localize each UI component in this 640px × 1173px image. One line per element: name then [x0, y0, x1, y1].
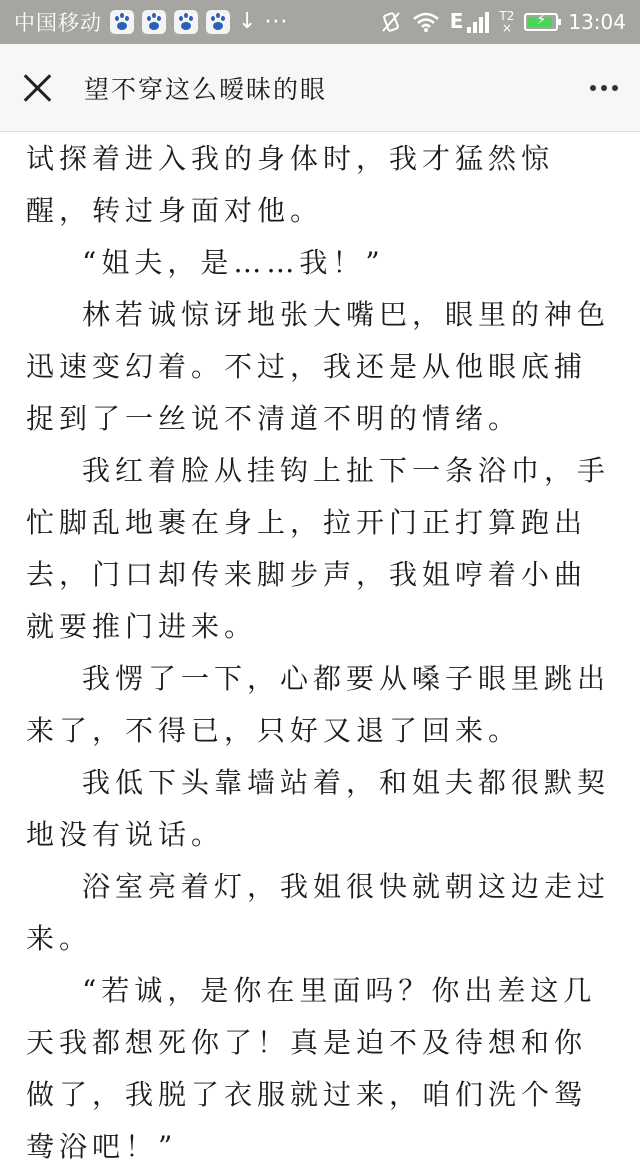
article-paragraph: 试探着进入我的身体时，我才猛然惊醒，转过身面对他。 — [26, 142, 555, 227]
status-bar — [0, 0, 640, 44]
article-content[interactable] — [0, 133, 640, 1163]
more-notifications-icon: ··· — [264, 9, 289, 35]
baidu-paw-icon — [206, 10, 230, 34]
carrier-label: 中国移动 — [14, 11, 102, 35]
more-dot-icon — [590, 85, 596, 91]
vibrate-icon — [380, 11, 402, 33]
article-paragraph: 浴室亮着灯，我姐很快就朝这边走过来。 — [26, 870, 611, 955]
more-options-button[interactable] — [590, 77, 618, 99]
status-left — [14, 7, 380, 37]
article-paragraph: 我红着脸从挂钩上扯下一条浴巾，手忙脚乱地裹在身上，拉开门正打算跑出去，门口却传来脚步声，我姐哼着小曲就要推门进来。 — [26, 454, 611, 643]
wifi-icon — [412, 11, 440, 33]
page-title: 望不穿这么暧昧的眼 — [84, 74, 328, 104]
status-right — [380, 10, 626, 34]
baidu-paw-icon — [174, 10, 198, 34]
title-bar — [0, 44, 640, 132]
status-time: 13:04 — [568, 10, 626, 34]
more-dot-icon — [612, 85, 618, 91]
article-paragraph: 林若诚惊讶地张大嘴巴，眼里的神色迅速变幻着。不过，我还是从他眼底捕捉到了一丝说不清道不明的情绪。 — [26, 298, 611, 435]
close-icon[interactable] — [22, 72, 54, 104]
article-paragraph: 我低下头靠墙站着，和姐夫都很默契地没有说话。 — [26, 766, 611, 851]
article-paragraph: “姐夫，是……我！” — [82, 246, 385, 279]
more-dot-icon — [601, 85, 607, 91]
article-paragraph: “若诚，是你在里面吗？你出差这几天我都想死你了！真是迫不及待想和你做了，我脱了衣服就过来，咱们洗个鸳鸯浴吧！” — [26, 974, 597, 1163]
baidu-paw-icon — [110, 10, 134, 34]
sim2-no-signal-mark: × — [501, 21, 512, 35]
article-paragraph: 我愣了一下，心都要从嗓子眼里跳出来了，不得已，只好又退了回来。 — [26, 662, 611, 747]
baidu-paw-icon — [142, 10, 166, 34]
download-icon: ↓ — [238, 9, 257, 34]
sim2-indicator — [499, 10, 514, 34]
signal-icon — [450, 11, 490, 33]
battery-charging-icon: ⚡ — [524, 13, 558, 31]
network-type-label: E — [449, 9, 464, 33]
sim2-label: T2 — [499, 9, 515, 23]
